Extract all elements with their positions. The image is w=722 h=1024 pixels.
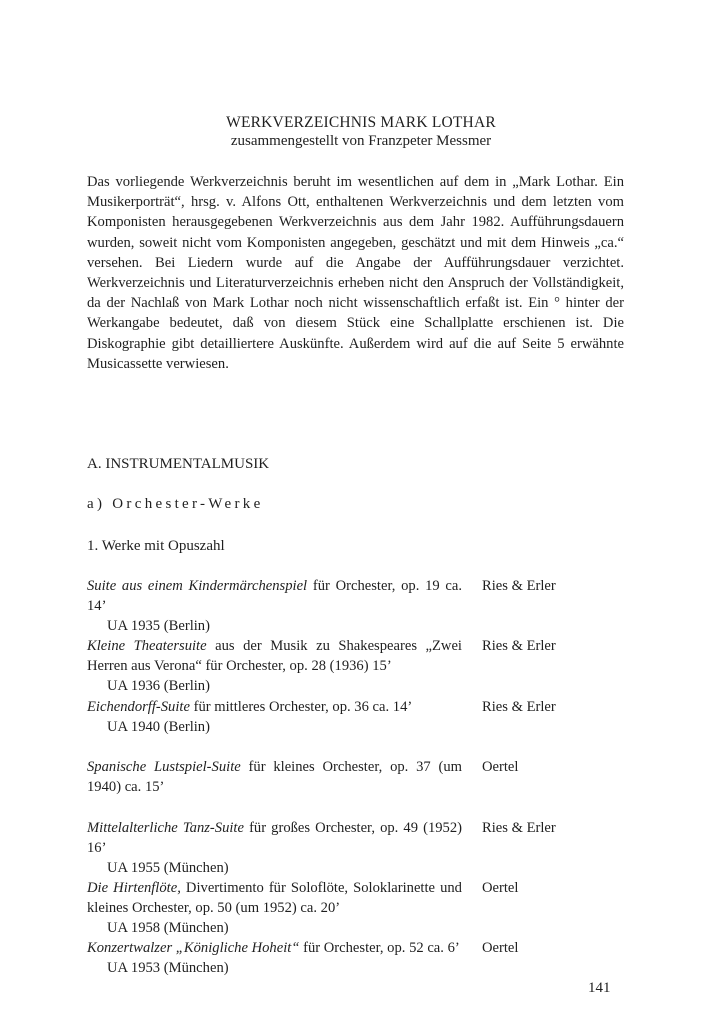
work-entry <box>87 697 647 757</box>
work-text <box>87 878 462 938</box>
work-title: Konzertwalzer „Königliche Hoheit“ <box>87 940 300 957</box>
work-title-line <box>87 757 462 797</box>
work-premiere: UA 1955 (München) <box>107 859 229 876</box>
page-subtitle: zusammengestellt von Franzpeter Messmer <box>230 133 492 149</box>
work-details: für kleines Orchester, op. 37 (um 1940) ca. 15’ <box>87 759 463 796</box>
work-title: Eichendorff-Suite <box>87 698 190 715</box>
subsection-heading: a) Orchester-Werke <box>87 496 264 512</box>
work-premiere: UA 1953 (München) <box>107 960 229 977</box>
work-details: für Orchester, op. 52 ca. 6’ <box>299 940 460 957</box>
works-list <box>87 576 647 999</box>
work-title-line <box>87 938 462 958</box>
work-text <box>87 576 462 636</box>
work-title-line <box>87 576 462 616</box>
work-title-line <box>87 818 462 858</box>
work-entry <box>87 878 647 938</box>
section-heading: A. INSTRUMENTALMUSIK <box>87 456 270 472</box>
work-title: Spanische Lustspiel-Suite <box>87 759 241 776</box>
work-title-line <box>87 636 462 676</box>
work-details: für großes Orchester, op. 49 (1952) 16’ <box>87 819 463 856</box>
work-title: Kleine Theatersuite <box>87 638 207 655</box>
work-premiere: UA 1940 (Berlin) <box>107 718 210 735</box>
work-title: Mittelalterliche Tanz-Suite <box>87 819 244 836</box>
work-publisher: Ries & Erler <box>482 819 556 836</box>
work-premiere: UA 1958 (München) <box>107 919 229 936</box>
work-text <box>87 938 462 978</box>
work-text <box>87 818 462 878</box>
work-publisher: Oertel <box>482 879 519 896</box>
work-publisher: Oertel <box>482 940 519 957</box>
work-entry <box>87 576 647 636</box>
work-premiere: UA 1936 (Berlin) <box>107 678 210 695</box>
work-entry <box>87 938 647 998</box>
work-text <box>87 636 462 696</box>
work-details: Divertimento für Soloflöte, Soloklarinette und kleines Orchester, op. 50 (um 1952) ca. 20’ <box>87 879 462 916</box>
work-title: Suite aus einem Kindermärchenspiel <box>87 578 308 594</box>
work-details: für Orchester, op. 19 ca. 14’ <box>87 578 462 614</box>
work-text <box>87 757 462 797</box>
work-title-line <box>87 697 462 717</box>
work-premiere: UA 1935 (Berlin) <box>107 618 210 634</box>
work-entry <box>87 818 647 878</box>
work-details: für mittleres Orchester, op. 36 ca. 14’ <box>189 698 413 715</box>
page-title: WERKVERZEICHNIS MARK LOTHAR <box>226 114 496 131</box>
work-publisher: Ries & Erler <box>482 698 556 715</box>
work-details: aus der Musik zu Shakespeares „Zwei Herren aus Verona“ für Orchester, op. 28 (1936) 15’ <box>87 638 462 675</box>
work-entry <box>87 757 647 817</box>
work-publisher: Oertel <box>482 759 519 776</box>
intro-paragraph: Das vorliegende Werkverzeichnis beruht im wesentlichen auf dem in „Mark Lothar. Ein Musikerporträt“, hrsg. v. Alfons Ott, enthaltenen Werkverzeichnis und dem letzten vom Komponisten herausgegebenen Werkverzeichnis aus dem Jahr 1982. Aufführungsdauern wurden, soweit nicht vom Komponisten angegeben, geschätzt und mit dem Hinweis „ca.“ versehen. Bei Liedern wurde auf die Angabe der Aufführungsdauer verzichtet. Werkverzeichnis und Literaturverzeichnis erheben nicht den Anspruch der Vollständigkeit, da der Nachlaß von Mark Lothar noch nicht wissenschaftlich erfaßt ist. Ein ° hinter der Werkangabe bedeutet, daß von diesem Stück eine Schallplatte erschienen ist. Die Diskographie gibt detailliertere Auskünfte. Außerdem wird auf die auf Seite 5 erwähnte Musicassette verwiesen. <box>87 174 624 372</box>
opus-heading: 1. Werke mit Opuszahl <box>87 538 225 554</box>
work-publisher: Ries & Erler <box>482 578 556 594</box>
page-number: 141 <box>588 980 611 996</box>
work-publisher: Ries & Erler <box>482 638 556 655</box>
work-entry <box>87 636 647 696</box>
work-title: Die Hirtenflöte, <box>87 879 181 896</box>
work-text <box>87 697 462 737</box>
work-title-line <box>87 878 462 918</box>
